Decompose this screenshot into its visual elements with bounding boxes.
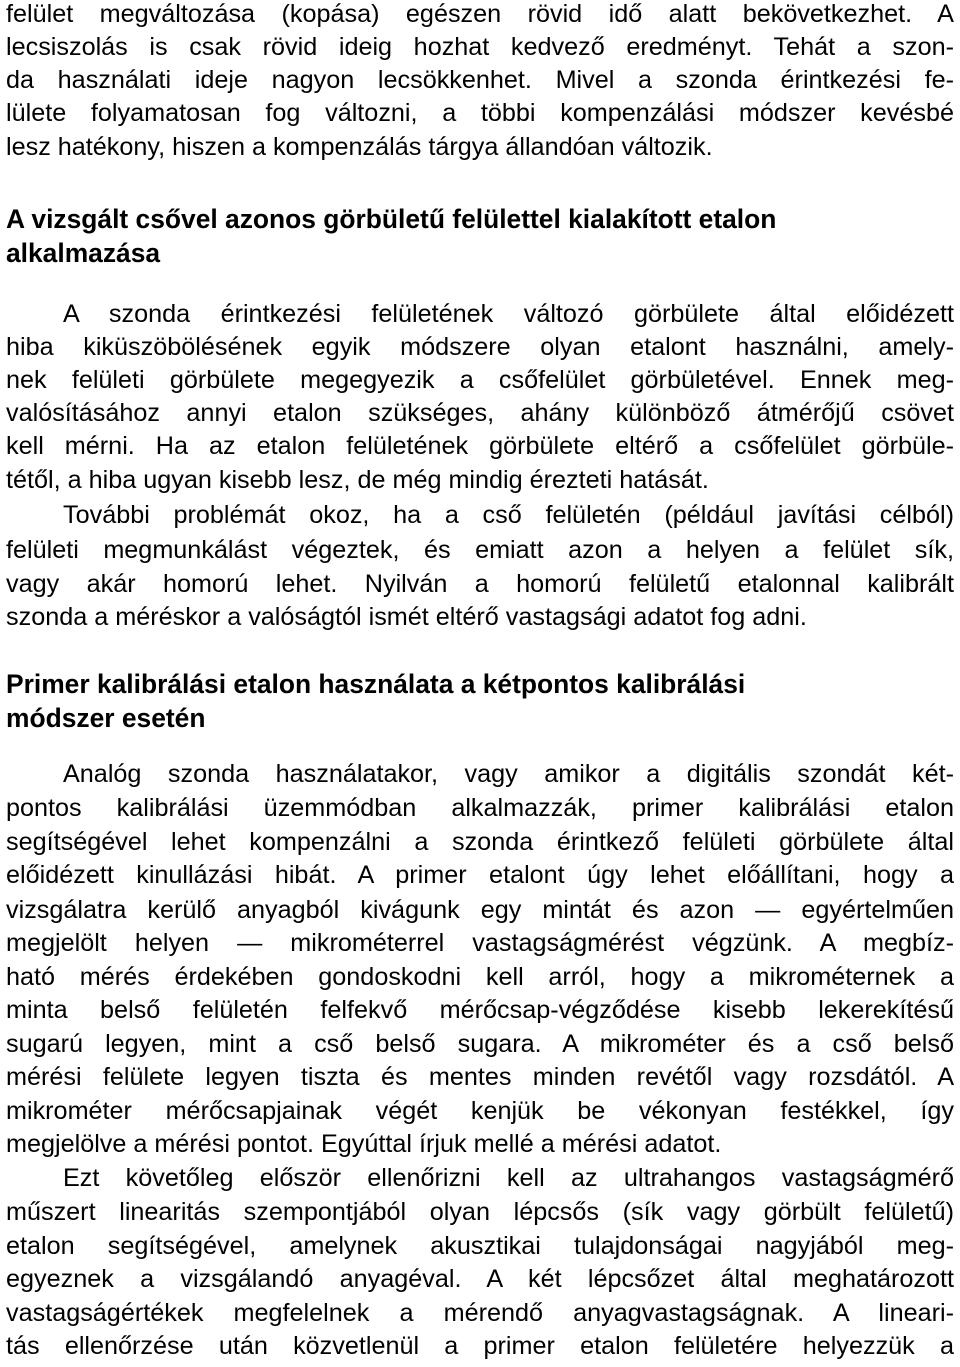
text-line: felület megváltozása (kopása) egészen rövid idő alatt bekövetkezhet. A	[6, 0, 954, 28]
section-heading: Primer kalibrálási etalon használata a kétpontos kalibrálási	[6, 669, 746, 699]
text-line: egyeznek a vizsgálandó anyagéval. A két lépcsőzet által meghatározott	[6, 1265, 954, 1293]
text-line: etalon segítségével, amelynek akusztikai tulajdonságai nagyjából meg-	[6, 1232, 954, 1260]
text-line: megjelölt helyen — mikrométerrel vastagságmérést végzünk. A megbíz-	[6, 929, 954, 957]
text-line: ható mérés érdekében gondoskodni kell arról, hogy a mikrométernek a	[6, 963, 954, 991]
text-line: A szonda érintkezési felületének változó görbülete által előidézett	[63, 300, 954, 328]
text-line: További problémát okoz, ha a cső felületén (például javítási célból)	[63, 501, 954, 529]
text-line: műszert linearitás szempontjából olyan lépcsős (sík vagy görbült felületű)	[6, 1198, 954, 1226]
text-line: tétől, a hiba ugyan kisebb lesz, de még mindig érezteti hatását.	[6, 466, 709, 494]
text-line: vagy akár homorú lehet. Nyilván a homorú felületű etalonnal kalibrált	[6, 570, 954, 598]
text-line: pontos kalibrálási üzemmódban alkalmazzák, primer kalibrálási etalon	[6, 794, 954, 822]
section-heading: A vizsgált csővel azonos görbületű felülettel kialakított etalon	[6, 204, 777, 234]
text-line: Ezt követőleg először ellenőrizni kell az ultrahangos vastagságmérő	[63, 1164, 954, 1192]
text-line: minta belső felületén felfekvő mérőcsap-végződése kisebb lekerekítésű	[6, 996, 954, 1024]
text-line: nek felületi görbülete megegyezik a csőfelület görbületével. Ennek meg-	[6, 366, 954, 394]
text-line: előidézett kinullázási hibát. A primer etalont úgy lehet előállítani, hogy a	[6, 861, 954, 889]
section-heading: módszer esetén	[6, 703, 206, 733]
text-line: mérési felülete legyen tiszta és mentes minden revétől vagy rozsdától. A	[6, 1063, 954, 1091]
text-line: tás ellenőrzése után közvetlenül a primer etalon felületére helyezzük a	[6, 1332, 954, 1360]
text-line: da használati ideje nagyon lecsökkenhet. Mivel a szonda érintkezési fe-	[6, 66, 954, 94]
text-line: mikrométer mérőcsapjainak végét kenjük be vékonyan festékkel, így	[6, 1097, 954, 1125]
text-line: lülete folyamatosan fog változni, a többi kompenzálási módszer kevésbé	[6, 99, 954, 127]
text-line: segítségével lehet kompenzálni a szonda érintkező felületi görbülete által	[6, 828, 954, 856]
text-line: lesz hatékony, hiszen a kompenzálás tárgya állandóan változik.	[6, 133, 713, 161]
text-line: hiba kiküszöbölésének egyik módszere olyan etalont használni, amely-	[6, 333, 954, 361]
text-line: valósításához annyi etalon szükséges, ahány különböző átmérőjű csövet	[6, 399, 954, 427]
text-line: szonda a méréskor a valóságtól ismét eltérő vastagsági adatot fog adni.	[6, 603, 807, 631]
text-line: lecsiszolás is csak rövid ideig hozhat kedvező eredményt. Tehát a szon-	[6, 33, 954, 61]
text-line: megjelölve a mérési pontot. Egyúttal írjuk mellé a mérési adatot.	[6, 1130, 722, 1158]
text-line: vizsgálatra kerülő anyagból kivágunk egy mintát és azon — egyértelműen	[6, 896, 954, 924]
text-line: Analóg szonda használatakor, vagy amikor a digitális szondát két-	[63, 760, 954, 788]
text-line: sugarú legyen, mint a cső belső sugara. A mikrométer és a cső belső	[6, 1030, 954, 1058]
text-line: felületi megmunkálást végeztek, és emiatt azon a helyen a felület sík,	[6, 536, 954, 564]
text-line: kell mérni. Ha az etalon felületének görbülete eltérő a csőfelület görbüle-	[6, 432, 954, 460]
text-line: vastagságértékek megfelelnek a mérendő anyagvastagságnak. A lineari-	[6, 1299, 954, 1327]
section-heading: alkalmazása	[6, 238, 161, 268]
